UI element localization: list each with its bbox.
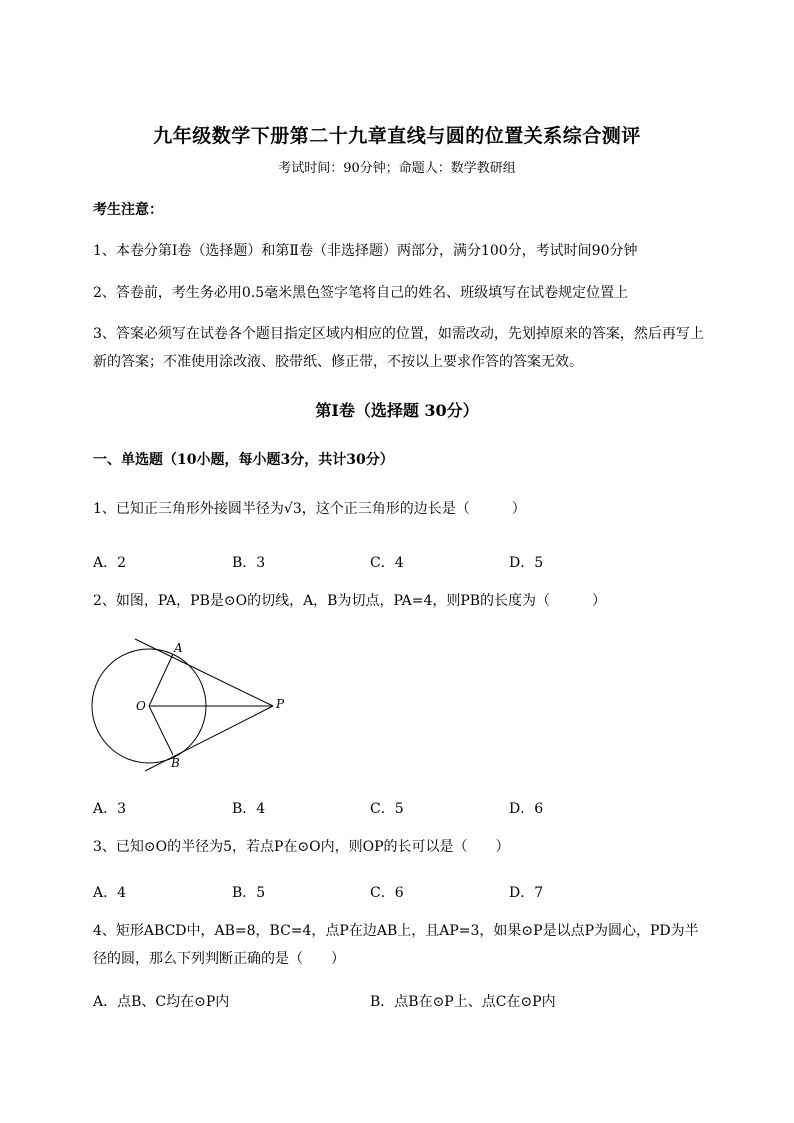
q1-option-c: C．4 [370, 555, 404, 571]
question-1-text-after: ，这个正三角形的边长是（ ） [301, 501, 526, 517]
label-b: B [171, 756, 180, 770]
q1-option-b: B．3 [232, 555, 266, 571]
q3-option-b: B．5 [232, 885, 266, 901]
question-1-text-before: 1、已知正三角形外接圆半径为 [93, 501, 284, 517]
exam-info: 考试时间：90分钟；命题人：数学教研组 [278, 161, 516, 176]
q2-option-b: B．4 [232, 801, 266, 817]
notice-heading: 考生注意： [93, 202, 163, 218]
notice-item-2: 2、答卷前，考生务必用0.5毫米黑色签字笔将自己的姓名、班级填写在试卷规定位置上 [93, 285, 629, 301]
q2-option-a: A．3 [93, 801, 127, 817]
sqrt-3: √3 [283, 501, 302, 517]
q3-option-c: C．6 [370, 885, 404, 901]
section-title: 第I卷（选择题 30分） [315, 401, 479, 420]
question-2: 2、如图，PA，PB是⊙O的切线，A，B为切点，PA=4，则PB的长度为（ ） [93, 593, 607, 609]
question-3: 3、已知⊙O的半径为5，若点P在⊙O内，则OP的长可以是（ ） [93, 839, 510, 855]
segment-ob [149, 706, 173, 755]
label-o: O [136, 699, 146, 713]
page-title: 九年级数学下册第二十九章直线与圆的位置关系综合测评 [153, 125, 641, 147]
q4-option-b: B．点B在⊙P上、点C在⊙P内 [370, 994, 556, 1010]
tangent-figure [88, 634, 298, 774]
q2-option-c: C．5 [370, 801, 404, 817]
q3-option-a: A．4 [93, 885, 127, 901]
question-1 [93, 495, 526, 523]
segment-oa [149, 654, 173, 706]
label-a: A [174, 641, 183, 655]
q4-option-a: A．点B、C均在⊙P内 [93, 994, 230, 1010]
q2-option-d: D．6 [509, 801, 544, 817]
q1-option-a: A．2 [93, 555, 127, 571]
part-title: 一、单选题（10小题，每小题3分，共计30分） [93, 452, 394, 468]
notice-item-3: 3、答案必须写在试卷各个题目指定区域内相应的位置，如需改动，先划掉原来的答案，然后再写上新的答案；不准使用涂改液、胶带纸、修正带，不按以上要求作答的答案无效。 [93, 326, 704, 370]
tangent-line-pa [135, 639, 273, 706]
question-4: 4、矩形ABCD中，AB=8，BC=4，点P在边AB上，且AP=3，如果⊙P是以点P为圆心，PD为半径的圆，那么下列判断正确的是（ ） [93, 923, 699, 967]
tangent-line-pb [145, 706, 273, 771]
q3-option-d: D．7 [509, 885, 544, 901]
label-p: P [276, 697, 285, 711]
q1-option-d: D．5 [509, 555, 544, 571]
notice-item-1: 1、本卷分第I卷（选择题）和第Ⅱ卷（非选择题）两部分，满分100分，考试时间90分钟 [93, 243, 638, 259]
